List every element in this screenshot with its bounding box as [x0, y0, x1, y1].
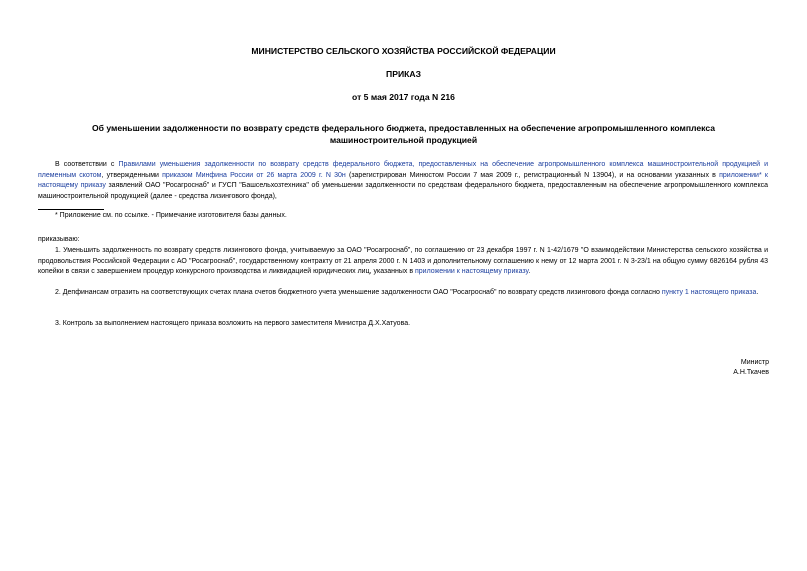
item-1-text-end: .: [528, 268, 531, 275]
subject-line-1: Об уменьшении задолженности по возврату средств федерального бюджета, предоставленных на обеспечение агропромышленного комплекса: [91, 123, 716, 133]
minfin-order-link[interactable]: приказом Минфина России от 26 марта 2009 г. N 30н: [162, 171, 346, 179]
preamble-paragraph: [38, 160, 768, 202]
subject-line-2: машиностроительной продукцией: [329, 135, 478, 145]
preamble-text: заявлений ОАО "Росагроснаб" и ГУСП "Башсельхозтехника" об уменьшении задолженности по средствам федерального бюджета, предоставленным на обеспечение агропромышленного комплекса машиностроительной продукцией (далее - средства лизингового фонда),: [38, 182, 768, 200]
appendix-link[interactable]: приложении* к настоящему приказу: [38, 171, 768, 189]
item-1-appendix-link[interactable]: приложении к настоящему приказу: [415, 268, 529, 275]
item-2-text-end: .: [756, 289, 759, 296]
signature-name: А.Н.Ткачев: [733, 369, 769, 376]
order-subject: [60, 122, 747, 146]
item-2-paragraph: [38, 288, 768, 299]
doc-type-heading: ПРИКАЗ: [386, 69, 421, 79]
rules-link[interactable]: Правилами уменьшения задолженности по возврату средств федерального бюджета, предоставленных на обеспечение агропромышленного комплекса машиностроительной продукцией и племенным скотом: [38, 161, 768, 179]
footnote-divider: [38, 209, 104, 210]
item-1-text: 1. Уменьшить задолженность по возврату средств лизингового фонда, учитываемую за ОАО "Росагроснаб", по соглашению от 23 декабря 1997 г. N 1-42/1679 "О взаимодействии Министерства сельского хозяйства и продовольствия Российской Федерации с АО "Росагроснаб", государственному контракту от 21 апреля 2000 г. N 1403 и дополнительному соглашению к нему от 12 марта 2001 г. N 3-23/1 на общую сумму 6826164 рубля 43 копейки в связи с завершением процедур конкурсного производства и ликвидацией юридических лиц, указанных в: [38, 247, 768, 275]
signature-position: Министр: [740, 359, 769, 366]
item-3-paragraph: 3. Контроль за выполнением настоящего приказа возложить на первого заместителя Министра Д.Х.Хатуова.: [55, 320, 411, 327]
footnote: * Приложение см. по ссылке. - Примечание изготовителя базы данных.: [55, 212, 287, 219]
date-number-heading: от 5 мая 2017 года N 216: [352, 92, 455, 102]
item-1-paragraph: [38, 246, 768, 278]
preamble-text: В соответствии с: [55, 161, 119, 168]
preamble-text: (зарегистрирован Минюстом России 7 мая 2009 г., регистрационный N 13904), и на основании указанных в: [345, 171, 720, 179]
item-2-clause-link[interactable]: пункту 1 настоящего приказа: [661, 289, 757, 296]
item-2-text: 2. Депфинансам отразить на соответствующих счетах плана счетов бюджетного учета уменьшение задолженности ОАО "Росагроснаб" по возврату средств лизингового фонда согласно: [55, 289, 662, 296]
ministry-heading: МИНИСТЕРСТВО СЕЛЬСКОГО ХОЗЯЙСТВА РОССИЙСКОЙ ФЕДЕРАЦИИ: [251, 46, 556, 56]
order-word: приказываю:: [38, 236, 80, 243]
preamble-text: , утвержденными: [101, 171, 163, 179]
